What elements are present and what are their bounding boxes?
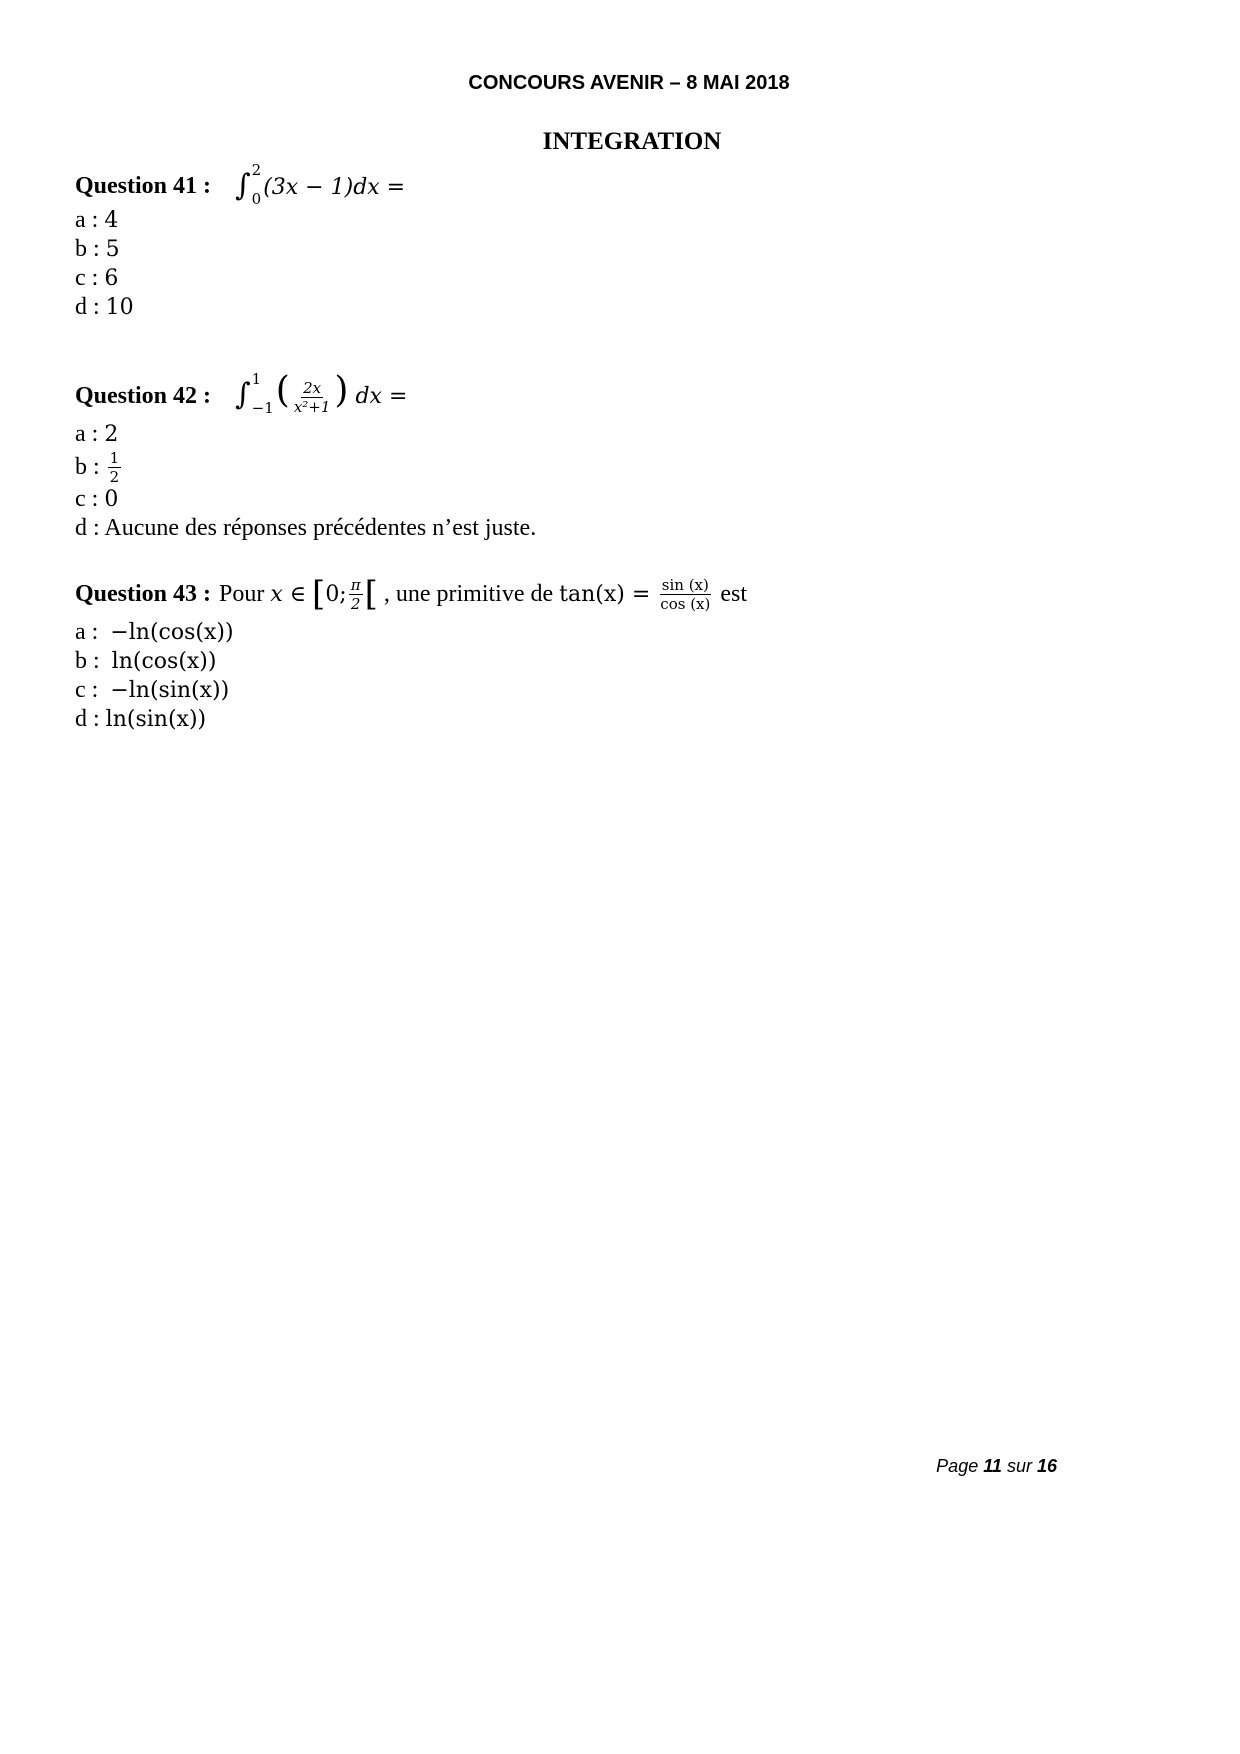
answer-letter: c : — [75, 265, 99, 291]
fraction-numerator: π — [350, 575, 361, 594]
question-43-label: Question 43 : — [75, 580, 212, 607]
answer-value: 6 — [104, 266, 119, 291]
answer-option — [75, 235, 405, 264]
integral-limits — [251, 160, 262, 208]
upper-limit: 2 — [251, 160, 262, 179]
tan-fraction — [658, 577, 712, 612]
answer-option — [75, 449, 536, 485]
answer-value: 0 — [104, 487, 119, 512]
answer-value: Aucune des réponses précédentes n’est juste. — [104, 515, 537, 541]
integrand: (3x − 1)dx = — [263, 174, 406, 200]
fraction-denominator: 2 — [350, 594, 361, 613]
answer-option — [75, 618, 747, 647]
answer-value: 10 — [105, 295, 134, 320]
answer-fraction — [108, 450, 122, 485]
page-total: 16 — [1036, 1456, 1057, 1476]
answer-option — [75, 420, 536, 449]
section-title: INTEGRATION — [542, 128, 722, 155]
answer-value: 5 — [105, 237, 120, 262]
upper-limit: 1 — [251, 370, 262, 389]
answer-option — [75, 647, 747, 676]
fraction-denominator: 2 — [109, 467, 120, 486]
right-parenthesis: ) — [334, 370, 349, 412]
question-41 — [75, 160, 406, 322]
left-bracket: [ — [312, 573, 326, 614]
fraction-denominator: x²+1 — [293, 397, 331, 416]
answer-option — [75, 705, 747, 734]
differential: dx = — [355, 384, 408, 410]
left-parenthesis: ( — [275, 370, 290, 412]
answer-value: 2 — [104, 422, 119, 447]
answer-letter: d : — [75, 294, 100, 320]
answer-option — [75, 676, 747, 705]
question-42 — [75, 372, 536, 543]
lower-limit: 0 — [251, 189, 262, 208]
answer-option — [75, 514, 536, 543]
integral-limits — [251, 370, 274, 418]
footer-middle: sur — [1006, 1456, 1032, 1476]
question-41-statement — [75, 160, 406, 208]
integral-symbol: ∫ — [235, 167, 251, 203]
answer-letter: d : — [75, 706, 100, 732]
question-41-formula — [235, 160, 406, 208]
answer-letter: b : — [75, 453, 100, 480]
answer-value: ln(cos(x)) — [111, 649, 217, 674]
question-43-end: est — [720, 580, 748, 607]
tan-function: tan(x) = — [559, 581, 651, 607]
question-43-statement — [75, 570, 747, 618]
variable-membership: x ∈ — [270, 581, 307, 607]
answer-letter: d : — [75, 515, 100, 541]
right-bracket: [ — [364, 573, 378, 614]
page-footer — [936, 1456, 1057, 1477]
answer-option — [75, 485, 536, 514]
footer-prefix: Page — [936, 1456, 979, 1476]
interval-right-fraction — [349, 577, 363, 612]
answer-option — [75, 264, 405, 293]
question-42-formula — [235, 370, 408, 418]
page-number: 11 — [983, 1456, 1002, 1476]
integral-symbol: ∫ — [235, 377, 251, 413]
question-43-intro: Pour — [219, 580, 265, 607]
answer-option — [75, 293, 405, 322]
fraction-numerator: sin (x) — [661, 575, 709, 594]
question-41-label: Question 41 : — [75, 172, 212, 199]
fraction-denominator: cos (x) — [660, 594, 711, 613]
question-43-middle: , une primitive de — [383, 580, 554, 607]
interval-left: 0; — [325, 581, 347, 607]
answer-letter: a : — [75, 421, 99, 447]
document-header: CONCOURS AVENIR – 8 MAI 2018 — [468, 72, 790, 94]
answer-value: −ln(sin(x)) — [110, 678, 230, 703]
answer-value: 4 — [104, 208, 119, 233]
question-43 — [75, 570, 747, 734]
answer-letter: b : — [75, 648, 100, 674]
answer-value: −ln(cos(x)) — [110, 620, 234, 645]
answer-letter: c : — [75, 677, 99, 703]
integrand-fraction — [292, 380, 333, 415]
fraction-numerator: 2x — [303, 378, 322, 397]
answer-letter: c : — [75, 486, 99, 512]
answer-letter: a : — [75, 207, 99, 233]
lower-limit: −1 — [251, 399, 274, 418]
answer-letter: b : — [75, 236, 100, 262]
answer-letter: a : — [75, 619, 99, 645]
answer-value: ln(sin(x)) — [105, 707, 207, 732]
question-42-statement — [75, 372, 536, 420]
fraction-numerator: 1 — [109, 448, 120, 467]
question-42-label: Question 42 : — [75, 382, 212, 409]
answer-option — [75, 206, 405, 235]
